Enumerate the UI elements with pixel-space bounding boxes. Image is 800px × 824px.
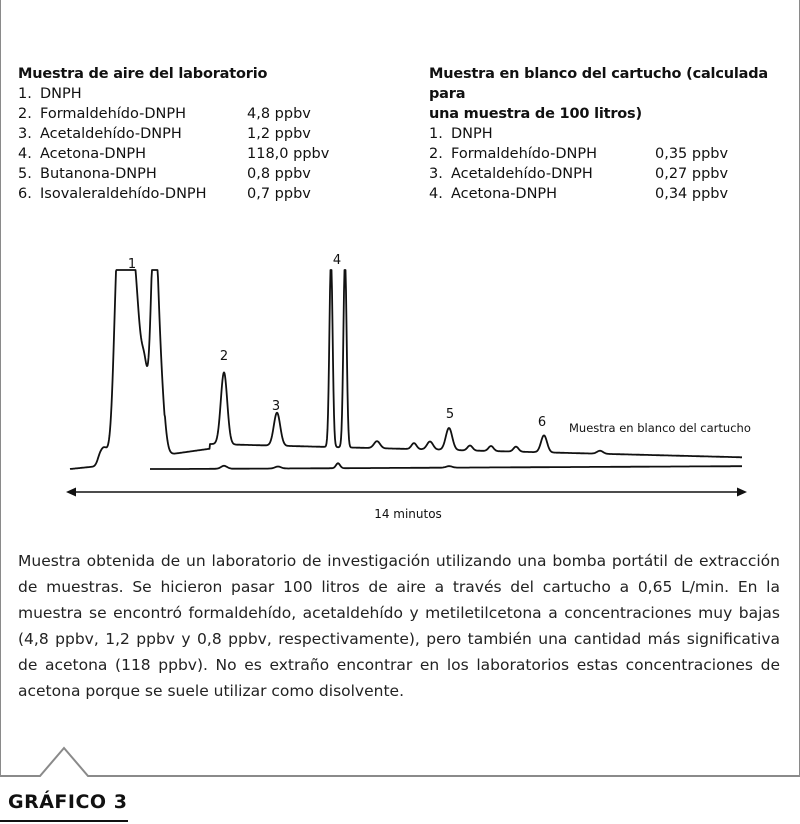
peak-label-6: 6 [537,415,547,430]
legend-lab-air-concentration: 0,8 ppbv [247,166,311,182]
figure-caption: Muestra obtenida de un laboratorio de investigación utilizando una bomba portátil de extracción de muestras. Se hicieron pasar 100 litros de aire a través del cartucho a 0,65 L/min. En la muestra se encontró formaldehído, acetaldehído y metiletilcetona a concentraciones muy bajas (4,8 ppbv, 1,2 ppbv y 0,8 ppbv, respectivamente), pero también una cantidad más significativa de acetona (118 ppbv). No es extraño encontrar en los laboratorios estas concentraciones de acetona porque se suele utilizar como disolvente. [18,552,780,700]
legend-blank-compound: DNPH [451,126,493,142]
legend-blank-title-line1: Muestra en blanco del cartucho (calculada para [429,66,768,102]
legend-lab-air-compound: Acetaldehído-DNPH [40,126,182,142]
legend-lab-air-number: 6. [18,186,32,202]
legend-lab-air-number: 4. [18,146,32,162]
lab-air-trace [70,270,742,469]
legend-lab-air-title: Muestra de aire del laboratorio [18,66,268,82]
blank-trace-label: Muestra en blanco del cartucho [569,421,751,435]
legend-lab-air-concentration: 1,2 ppbv [247,126,311,142]
legend-blank-compound: Acetaldehído-DNPH [451,166,593,182]
legend-lab-air-concentration: 4,8 ppbv [247,106,311,122]
legend-blank-number: 3. [429,166,443,182]
peak-label-5: 5 [445,407,455,422]
legend-lab-air-compound: Butanona-DNPH [40,166,157,182]
legend-blank-title-line2: una muestra de 100 litros) [429,106,642,122]
legend-blank-concentration: 0,35 ppbv [655,146,729,162]
peak-label-3: 3 [271,399,281,414]
time-axis-arrow [66,488,747,497]
legend-blank-concentration: 0,34 ppbv [655,186,729,202]
legend-blank-number: 4. [429,186,443,202]
legend-lab-air-number: 2. [18,106,32,122]
peak-label-1: 1 [127,257,137,272]
legend-blank-number: 1. [429,126,443,142]
legend-lab-air-compound: Acetona-DNPH [40,146,147,162]
legend-lab-air-concentration: 118,0 ppbv [247,146,330,162]
legend-blank-compound: Formaldehído-DNPH [451,146,598,162]
legend-lab-air-compound: DNPH [40,86,82,102]
figure-label: GRÁFICO 3 [8,791,128,813]
legend-lab-air-number: 5. [18,166,32,182]
peak-label-4: 4 [332,253,342,268]
peak-labels [128,253,546,430]
legend-lab-air-concentration: 0,7 ppbv [247,186,311,202]
peak-label-2: 2 [219,349,229,364]
legend-lab-air-number: 3. [18,126,32,142]
legend-blank-number: 2. [429,146,443,162]
legend-lab-air-compound: Formaldehído-DNPH [40,106,187,122]
x-axis-label: 14 minutos [374,507,442,521]
legend-lab-air-number: 1. [18,86,32,102]
legend-lab-air-compound: Isovaleraldehído-DNPH [40,186,207,202]
blank-cartridge-trace [150,463,742,469]
legend-blank-compound: Acetona-DNPH [451,186,558,202]
legend-blank-concentration: 0,27 ppbv [655,166,729,182]
